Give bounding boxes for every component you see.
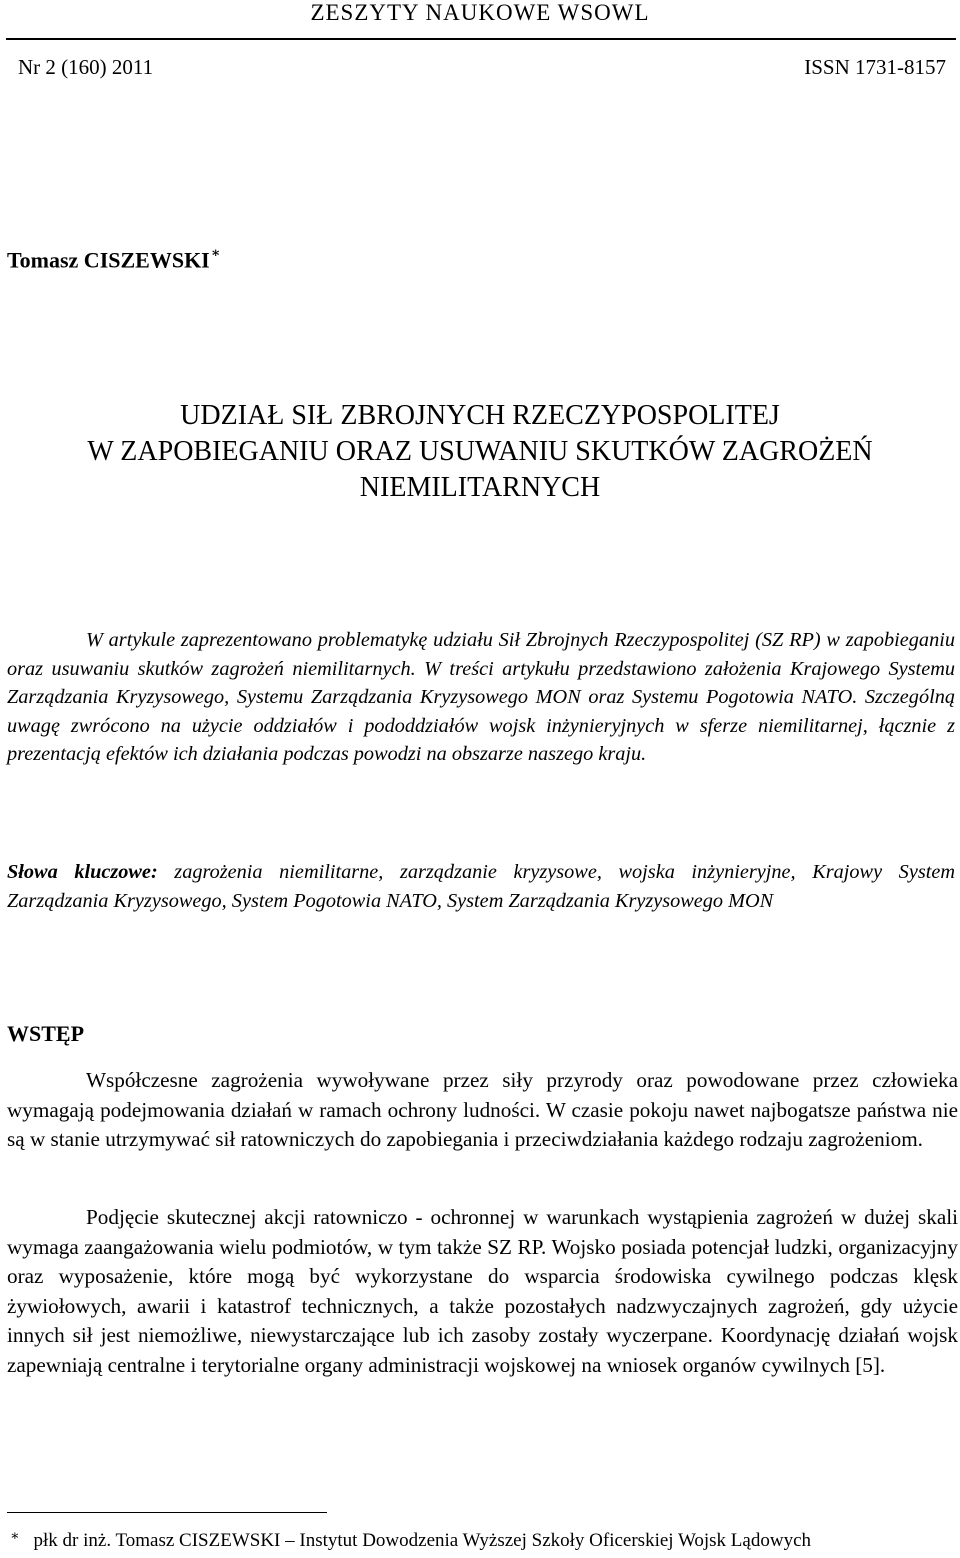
keywords xyxy=(7,858,955,915)
body-paragraph: Współczesne zagrożenia wywoływane przez siły przyrody oraz powodowane przez człowieka wymagają podejmowania działań w ramach ochrony ludności. W czasie pokoju nawet najbogatsze państwa nie są w stanie utrzymywać sił ratowniczych do zapobiegania i przeciwdziałania każdego rodzaju zagrożeniom. xyxy=(7,1068,958,1151)
journal-title: ZESZYTY NAUKOWE WSOWL xyxy=(310,0,650,25)
author-line xyxy=(7,241,220,275)
keywords-label: Słowa kluczowe: xyxy=(7,861,158,883)
footnote-divider xyxy=(7,1512,327,1513)
issn: ISSN 1731-8157 xyxy=(804,55,946,79)
abstract: W artykule zaprezentowano problematykę udziału Sił Zbrojnych Rzeczypospolitej (SZ RP) w zapobieganiu oraz usuwaniu skutków zagrożeń niemilitarnych. W treści artykułu przedstawiono założenia Krajowego Systemu Zarządzania Kryzysowego, Systemu Zarządzania Kryzysowego MON oraz Systemu Pogotowia NATO. Szczególną uwagę zwrócono na użycie oddziałów i pododdziałów wojsk inżynieryjnych w sferze niemilitarnej, łącznie z prezentacją efektów ich działania podczas powodzi na obszarze naszego kraju. xyxy=(7,629,955,765)
header-divider xyxy=(6,38,956,40)
section-heading: WSTĘP xyxy=(7,1021,85,1046)
article-title xyxy=(0,398,960,506)
body-paragraph: Podjęcie skutecznej akcji ratowniczo - ochronnej w warunkach wystąpienia zagrożeń w dużej skali wymaga zaangażowania wielu podmiotów, w tym także SZ RP. Wojsko posiada potencjał ludzki, organizacyjny oraz wyposażenie, które mogą być wykorzystane do wsparcia środowiska cywilnego podczas klęsk żywiołowych, awarii i katastrof technicznych, a także pozostałych nadzwyczajnych zagrożeń, gdy użycie innych sił jest niemożliwe, niewystarczające lub ich zasoby zostały wyczerpane. Koordynację działań wojsk zapewniają centralne i terytorialne organy administracji wojskowej na wniosek organów cywilnych [5]. xyxy=(7,1205,958,1377)
issue-number: Nr 2 (160) 2011 xyxy=(18,55,154,79)
keywords-text: zagrożenia niemilitarne, zarządzanie kryzysowe, wojska inżynieryjne, Krajowy System Zarządzania Kryzysowego, System Pogotowia NATO, System Zarządzania Kryzysowego MON xyxy=(7,861,955,912)
footnote-text: płk dr inż. Tomasz CISZEWSKI – Instytut Dowodzenia Wyższej Szkoły Oficerskiej Wojsk Lądowych xyxy=(33,1530,812,1551)
title-line-3: NIEMILITARNYCH xyxy=(359,472,601,503)
author-footnote-mark: ∗ xyxy=(210,246,221,261)
author-name: Tomasz CISZEWSKI xyxy=(7,247,210,273)
title-line-2: W ZAPOBIEGANIU ORAZ USUWANIU SKUTKÓW ZAGROŻEŃ xyxy=(87,436,873,467)
footnote-mark: ∗ xyxy=(10,1529,20,1544)
title-line-1: UDZIAŁ SIŁ ZBROJNYCH RZECZYPOSPOLITEJ xyxy=(180,400,780,431)
footnote xyxy=(7,1528,811,1556)
